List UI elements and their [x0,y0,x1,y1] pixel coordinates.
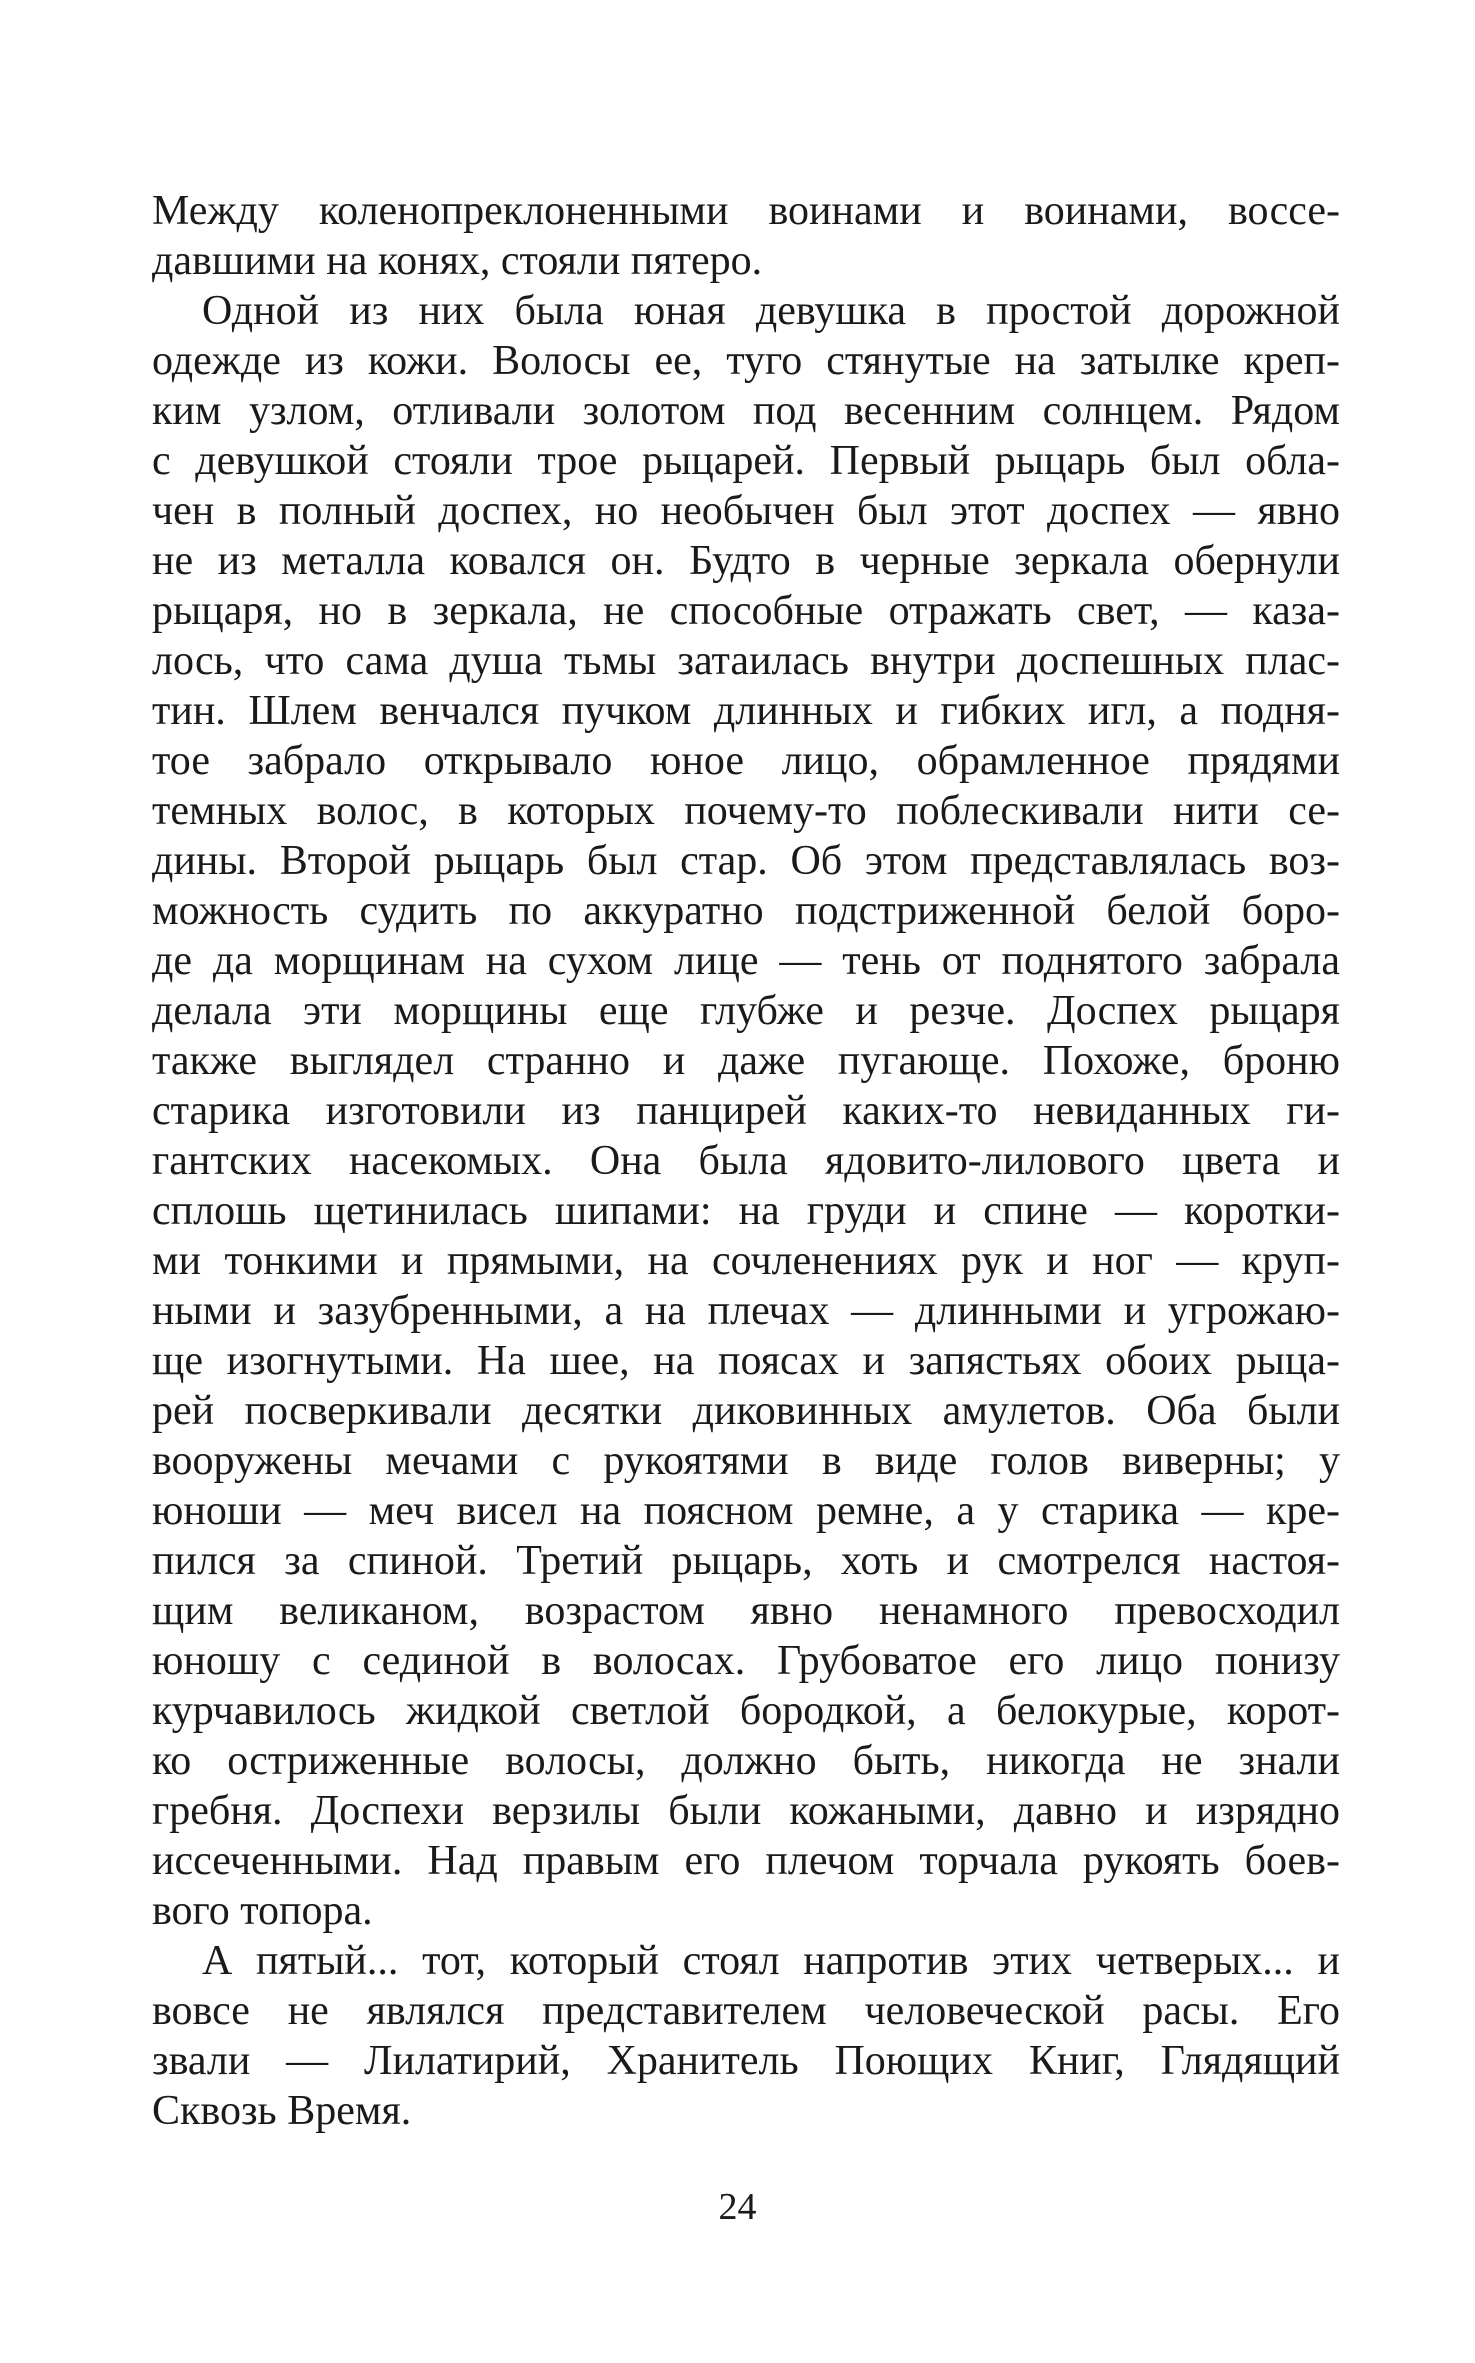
text-line: вовсе не являлся представителем человеческой расы. Его [152,1988,1340,2034]
text-line: щим великаном, возрастом явно ненамного превосходил [152,1588,1340,1634]
text-line: старика изготовили из панцирей каких-то невиданных ги- [152,1088,1340,1134]
text-line: юношу с сединой в волосах. Грубоватое его лицо понизу [152,1638,1340,1684]
text-line: пился за спиной. Третий рыцарь, хоть и смотрелся настоя- [152,1538,1340,1584]
text-line: можность судить по аккуратно подстриженной белой боро- [152,888,1340,934]
paragraph [152,1936,1340,2136]
text-line: одежде из кожи. Волосы ее, туго стянутые на затылке креп- [152,338,1340,384]
text-line: ким узлом, отливали золотом под весенним солнцем. Рядом [152,388,1340,434]
text-line: лось, что сама душа тьмы затаилась внутри доспешных плас- [152,638,1340,684]
text-line: А пятый... тот, который стоял напротив этих четверых... и [202,1938,1340,1984]
text-line: ко остриженные волосы, должно быть, никогда не знали [152,1738,1340,1784]
text-line: ми тонкими и прямыми, на сочленениях рук и ног — круп- [152,1238,1340,1284]
text-line: рыцаря, но в зеркала, не способные отражать свет, — каза- [152,588,1340,634]
text-line: с девушкой стояли трое рыцарей. Первый рыцарь был обла- [152,438,1340,484]
paragraph [152,286,1340,1936]
text-line: тин. Шлем венчался пучком длинных и гибких игл, а подня- [152,688,1340,734]
text-line: дины. Второй рыцарь был стар. Об этом представлялась воз- [152,838,1340,884]
text-line: Одной из них была юная девушка в простой дорожной [202,288,1340,334]
text-line: чен в полный доспех, но необычен был этот доспех — явно [152,488,1340,534]
text-line: Сквозь Время. [152,2088,412,2134]
text-line: также выглядел странно и даже пугающе. Похоже, броню [152,1038,1340,1084]
text-line: Между коленопреклоненными воинами и воинами, воссе- [152,188,1340,234]
text-line: вооружены мечами с рукоятями в виде голов виверны; у [152,1438,1340,1484]
text-line: ще изогнутыми. На шее, на поясах и запястьях обоих рыца- [152,1338,1340,1384]
body-text [152,186,1340,2136]
text-line: юноши — меч висел на поясном ремне, а у старика — кре- [152,1488,1340,1534]
text-line: не из металла ковался он. Будто в черные зеркала обернули [152,538,1340,584]
page-number: 24 [718,2186,757,2228]
text-line: темных волос, в которых почему-то поблескивали нити се- [152,788,1340,834]
text-line: делала эти морщины еще глубже и резче. Доспех рыцаря [152,988,1340,1034]
text-line: вого топора. [152,1888,373,1934]
text-line: гантских насекомых. Она была ядовито-лилового цвета и [152,1138,1340,1184]
text-line: курчавилось жидкой светлой бородкой, а белокурые, корот- [152,1688,1340,1734]
text-line: ными и зазубренными, а на плечах — длинными и угрожаю- [152,1288,1340,1334]
paragraph [152,186,1340,286]
text-line: давшими на конях, стояли пятеро. [152,238,763,284]
text-line: гребня. Доспехи верзилы были кожаными, давно и изрядно [152,1788,1340,1834]
text-line: звали — Лилатирий, Хранитель Поющих Книг, Глядящий [152,2038,1340,2084]
text-line: сплошь щетинилась шипами: на груди и спине — коротки- [152,1188,1340,1234]
text-line: рей посверкивали десятки диковинных амулетов. Оба были [152,1388,1340,1434]
text-line: де да морщинам на сухом лице — тень от поднятого забрала [152,938,1340,984]
text-line: иссеченными. Над правым его плечом торчала рукоять боев- [152,1838,1340,1884]
text-line: тое забрало открывало юное лицо, обрамленное прядями [152,738,1340,784]
